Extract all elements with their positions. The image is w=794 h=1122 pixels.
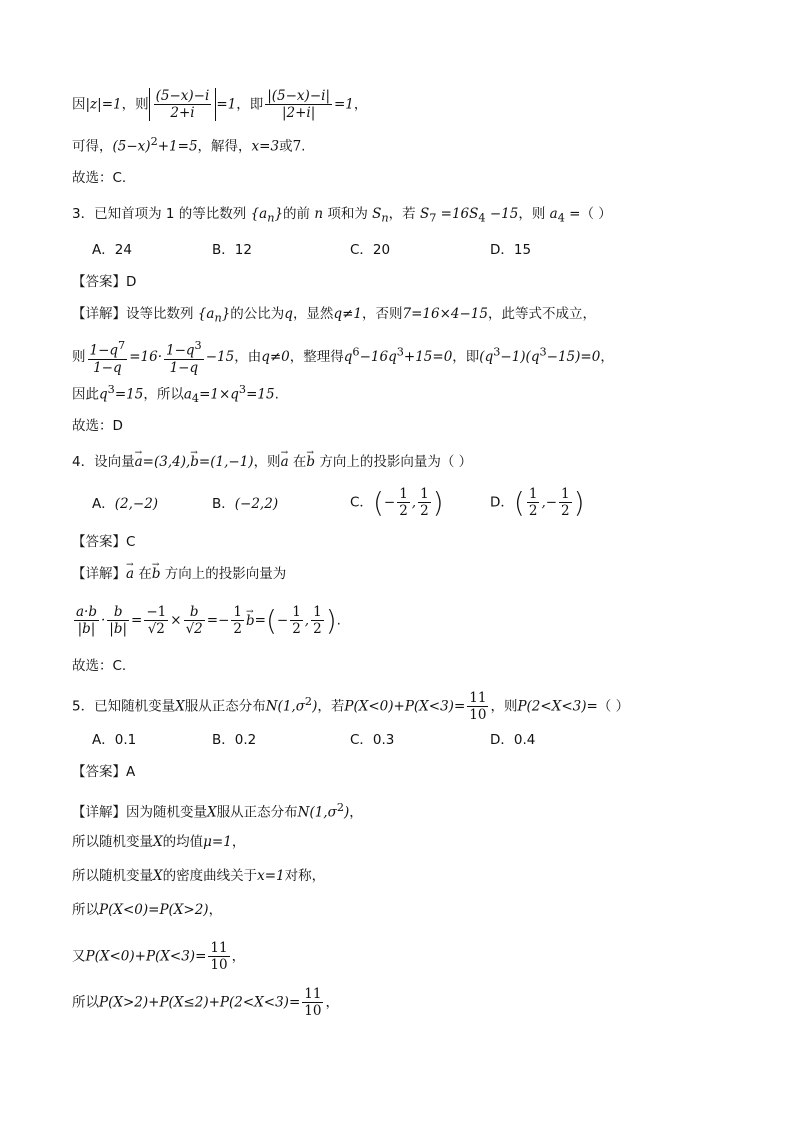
q5-detail-4 xyxy=(72,900,222,920)
q3-conclusion: 故选：D xyxy=(72,418,123,434)
fraction xyxy=(559,486,572,519)
text: ，显然 xyxy=(292,306,334,322)
vector: → b xyxy=(246,611,255,631)
paren: ( xyxy=(265,603,277,637)
text: 所以 xyxy=(72,902,99,918)
text: ，则 xyxy=(518,206,550,222)
math: S xyxy=(372,206,382,222)
sup: 2 xyxy=(304,695,313,708)
math: S xyxy=(419,206,430,222)
math: (−2,2) xyxy=(234,496,279,512)
math: X xyxy=(153,834,163,850)
q4-option-d xyxy=(490,486,585,519)
fraction xyxy=(208,940,229,973)
text: ，则 xyxy=(121,96,149,113)
q4-option-b xyxy=(212,494,278,514)
fraction xyxy=(231,604,244,637)
text: ，则 xyxy=(490,698,518,715)
numerator: 1 xyxy=(233,604,242,620)
paren: ( xyxy=(513,485,525,519)
sup: 3 xyxy=(238,383,247,396)
sub: n xyxy=(381,211,389,225)
math: = xyxy=(254,612,266,629)
text: 的密度曲线关于 xyxy=(162,868,258,884)
q5-option-a: A．0.1 xyxy=(92,732,137,748)
math: +1=5 xyxy=(157,138,198,155)
text: ， xyxy=(353,96,368,113)
fraction xyxy=(302,986,323,1019)
numerator: 1 xyxy=(292,604,301,620)
numerator: 1 xyxy=(561,486,570,502)
fraction xyxy=(184,604,205,637)
text: 的前 xyxy=(283,206,315,222)
q3-option-a: A．24 xyxy=(92,242,132,258)
math: (q xyxy=(479,348,494,365)
q3-answer: 【答案】D xyxy=(72,274,137,290)
sub: n xyxy=(267,211,275,225)
math: =1×q xyxy=(199,386,239,403)
denominator: 1−q xyxy=(169,359,199,376)
q5-option-b: B．0.2 xyxy=(212,732,257,748)
fraction xyxy=(164,338,204,376)
text: ，即 xyxy=(236,96,264,113)
math: a xyxy=(183,386,192,403)
math: 7=16×4−15 xyxy=(402,306,488,322)
q5-option-d: D．0.4 xyxy=(490,732,536,748)
sup: 3 xyxy=(396,345,404,359)
math: q xyxy=(99,386,108,403)
text: ，整理得 xyxy=(289,348,344,365)
denominator: 2 xyxy=(399,503,408,519)
paren: ( xyxy=(168,994,174,1011)
text: ，若 xyxy=(317,698,345,715)
text: 因 xyxy=(72,96,86,113)
paren: ) xyxy=(344,804,350,821)
denominator: 2 xyxy=(313,621,322,637)
q5-detail-3 xyxy=(72,866,325,886)
times: × xyxy=(170,612,182,629)
vector: → a xyxy=(135,452,143,472)
label: B． xyxy=(212,496,235,512)
sub: n xyxy=(214,311,222,325)
q5-detail-5 xyxy=(72,940,245,973)
math: 1−q xyxy=(89,342,119,359)
text: ， xyxy=(349,804,363,821)
denominator: 2 xyxy=(528,503,538,519)
numerator: 1 xyxy=(313,604,322,620)
dot: · xyxy=(100,612,106,629)
q5-detail-1 xyxy=(72,798,363,823)
math: P(X<0)=P(X>2) xyxy=(99,902,209,918)
vector: → a xyxy=(281,452,289,472)
q3-option-c: C．20 xyxy=(350,242,391,258)
text: ，否则 xyxy=(361,306,403,322)
math: X xyxy=(207,804,217,821)
fraction xyxy=(418,486,431,519)
text: ，若 xyxy=(388,206,420,222)
numerator: 1 xyxy=(399,486,408,502)
math: =(1,−1) xyxy=(198,454,254,470)
fraction xyxy=(74,604,99,637)
math: =1 xyxy=(334,96,354,113)
math: μ=1 xyxy=(203,834,232,850)
numerator xyxy=(164,338,204,360)
q3-option-d: D．15 xyxy=(490,242,532,258)
numerator: b xyxy=(184,604,205,621)
comma: , xyxy=(411,494,417,511)
q4-option-a xyxy=(92,494,158,514)
math: {a xyxy=(197,306,215,322)
denominator: 2 xyxy=(420,503,429,519)
denominator: 2 xyxy=(561,503,570,519)
q4-answer: 【答案】C xyxy=(72,534,136,550)
math: (5−x) xyxy=(112,138,151,155)
q3-detail-3 xyxy=(72,380,279,409)
vector: → b xyxy=(152,564,161,584)
math: −1)(q xyxy=(500,348,540,365)
denominator: |b| xyxy=(109,621,128,637)
text: ， xyxy=(325,994,339,1011)
denominator: |b| xyxy=(77,621,96,637)
math: N xyxy=(297,804,310,821)
q4-detail-2 xyxy=(72,604,341,637)
math: 1−q xyxy=(166,342,195,359)
math: =(3,4), xyxy=(142,454,191,470)
sub: 4 xyxy=(191,392,200,406)
text: 方向上的投影向量为（ ） xyxy=(315,454,473,470)
paren: ) xyxy=(573,485,585,519)
numerator: |(5−x)−i| xyxy=(267,88,330,104)
q3-stem xyxy=(72,204,612,229)
math: P(X<0)+P(X<3)= xyxy=(344,698,466,715)
paren: ( xyxy=(372,485,384,519)
intro-line-1 xyxy=(72,88,367,121)
math: N xyxy=(265,698,278,715)
sup: 3 xyxy=(493,345,501,359)
numerator: 11 xyxy=(469,690,487,706)
equals: = xyxy=(131,612,143,629)
vector: → b xyxy=(306,452,315,472)
numerator: 11 xyxy=(210,940,228,956)
math: −15 xyxy=(205,348,235,365)
q5-option-c: C．0.3 xyxy=(350,732,395,748)
math: +15=0 xyxy=(403,348,453,365)
text: 则 xyxy=(72,348,86,365)
text: . xyxy=(274,386,279,403)
math: x=1 xyxy=(257,868,285,884)
paren: ( xyxy=(277,698,283,715)
sub: 4 xyxy=(478,211,486,225)
math: =15 xyxy=(114,386,144,403)
intro-line-2 xyxy=(72,132,305,157)
denominator: 2 xyxy=(292,621,301,637)
math: (2,−2) xyxy=(114,496,159,512)
paren: ) xyxy=(312,698,318,715)
text: 的均值 xyxy=(162,834,204,850)
text: 【详解】因为随机变量 xyxy=(72,804,207,821)
text: 在 xyxy=(288,454,307,470)
text: ， xyxy=(600,348,614,365)
label: D． xyxy=(490,494,514,511)
math: q xyxy=(343,348,353,365)
label: C． xyxy=(350,494,373,511)
math: −15)=0 xyxy=(546,348,601,365)
math: a xyxy=(549,206,558,222)
math: } xyxy=(274,206,284,222)
denominator: 10 xyxy=(469,707,487,723)
text: 服从正态分布 xyxy=(216,804,298,821)
math: X≤2 xyxy=(173,994,204,1011)
sup: 2 xyxy=(150,135,158,148)
denominator: 10 xyxy=(304,1003,322,1019)
math: X xyxy=(175,698,185,715)
q3-option-b: B．12 xyxy=(212,242,252,258)
math: =15 xyxy=(246,386,275,403)
numerator: a·b xyxy=(76,604,97,620)
sup: 3 xyxy=(539,345,547,359)
math: q xyxy=(284,306,293,322)
text: 4．设向量 xyxy=(72,454,135,470)
text: ，则 xyxy=(253,454,281,470)
sup: 3 xyxy=(194,339,202,352)
text: 【详解】 xyxy=(72,566,126,582)
sup: 2 xyxy=(336,801,344,814)
math: 1,σ xyxy=(314,804,337,821)
math: − xyxy=(383,494,396,511)
q3-detail-1 xyxy=(72,304,596,329)
text: 5．已知随机变量 xyxy=(72,698,176,715)
q4-option-c xyxy=(350,486,444,519)
math: 1,σ xyxy=(282,698,305,715)
q4-stem xyxy=(72,452,472,472)
text: 【详解】设等比数列 xyxy=(72,306,198,322)
denominator: 10 xyxy=(210,957,228,973)
fraction xyxy=(290,604,303,637)
text: ，解得， xyxy=(197,138,252,155)
denominator: |2+i| xyxy=(281,105,316,121)
q3-detail-2 xyxy=(72,338,614,376)
math: P(2<X<3)= xyxy=(517,698,598,715)
text: 所以随机变量 xyxy=(72,868,153,884)
math: } xyxy=(221,306,231,322)
paren: ) xyxy=(325,603,337,637)
math: − xyxy=(545,494,558,511)
text: ，所以 xyxy=(143,386,184,403)
math: =− xyxy=(206,612,230,629)
denominator: √2 xyxy=(185,621,203,637)
fraction xyxy=(527,486,540,519)
vector: → b xyxy=(190,452,199,472)
text: 对称， xyxy=(284,868,326,884)
fraction xyxy=(311,604,324,637)
text: ， xyxy=(208,902,223,918)
math: =16S xyxy=(436,206,479,222)
text: 或 xyxy=(279,138,293,155)
text: 项和为 xyxy=(323,206,373,222)
fraction xyxy=(88,338,128,376)
text: 的公比为 xyxy=(230,306,285,322)
comma: , xyxy=(541,494,546,511)
sub: 4 xyxy=(557,211,565,225)
text: 服从正态分布 xyxy=(184,698,266,715)
paren: ) xyxy=(203,994,209,1011)
text: ，即 xyxy=(452,348,480,365)
math: 7 xyxy=(292,138,302,155)
math: |z|=1 xyxy=(85,96,122,113)
fraction xyxy=(467,690,488,723)
text: ， xyxy=(231,948,246,965)
q4-detail-1 xyxy=(72,564,286,584)
math: −15 xyxy=(485,206,519,222)
text: ，由 xyxy=(234,348,262,365)
math: X xyxy=(153,868,163,884)
math: P(X<0)+P(X<3)= xyxy=(85,948,207,965)
comma: , xyxy=(304,612,310,629)
fraction xyxy=(265,88,332,121)
numerator: −1 xyxy=(146,604,167,620)
text: . xyxy=(336,612,341,629)
sub: 7 xyxy=(429,211,437,225)
abs-fraction xyxy=(149,88,217,121)
sup: 6 xyxy=(352,345,360,359)
vector: → a xyxy=(126,564,134,584)
denominator: √2 xyxy=(147,621,165,637)
text: 在 xyxy=(134,566,152,582)
math: x=3 xyxy=(251,138,280,155)
math: {a xyxy=(250,206,268,222)
math: =16· xyxy=(129,348,162,365)
denominator: 1−q xyxy=(93,359,122,376)
text: =（ ） xyxy=(564,206,612,222)
text: 所以随机变量 xyxy=(72,834,153,850)
numerator: 11 xyxy=(304,986,322,1002)
numerator xyxy=(88,338,128,360)
text: 所以 xyxy=(72,994,99,1011)
numerator: 1 xyxy=(420,486,429,502)
fraction xyxy=(107,604,129,637)
intro-conclusion: 故选：C. xyxy=(72,170,127,186)
q4-conclusion: 故选：C. xyxy=(72,658,127,674)
math: n xyxy=(314,206,324,222)
label: A． xyxy=(92,496,115,512)
numerator: (5−x)−i xyxy=(155,88,210,104)
denominator: 2 xyxy=(233,621,242,637)
math: P(X>2)+P xyxy=(99,994,169,1011)
math: q≠0 xyxy=(261,348,290,365)
sup: 3 xyxy=(107,383,115,396)
numerator: b xyxy=(107,604,129,621)
math: q≠1 xyxy=(333,306,362,322)
fraction xyxy=(397,486,410,519)
text: （ ） xyxy=(597,698,630,715)
q5-detail-6 xyxy=(72,986,339,1019)
text: 又 xyxy=(72,948,86,965)
text: ，此等式不成立， xyxy=(487,306,596,322)
fraction xyxy=(144,604,168,637)
paren: ) xyxy=(432,485,444,519)
sup: 7 xyxy=(118,339,126,352)
text: 方向上的投影向量为 xyxy=(160,566,287,582)
q5-stem xyxy=(72,690,629,723)
q5-answer: 【答案】A xyxy=(72,764,136,780)
text: 可得， xyxy=(72,138,113,155)
text: 因此 xyxy=(72,386,99,403)
numerator: 1 xyxy=(528,486,538,502)
text: ， xyxy=(231,834,246,850)
math: −16q xyxy=(359,348,397,365)
text: . xyxy=(301,138,306,155)
math: +P(2<X<3)= xyxy=(208,994,301,1011)
math: =1 xyxy=(216,96,237,113)
paren: ( xyxy=(309,804,315,821)
q5-detail-2 xyxy=(72,832,245,852)
math: − xyxy=(276,612,289,629)
text: 3．已知首项为 1 的等比数列 xyxy=(72,206,251,222)
denominator: 2+i xyxy=(170,105,195,121)
